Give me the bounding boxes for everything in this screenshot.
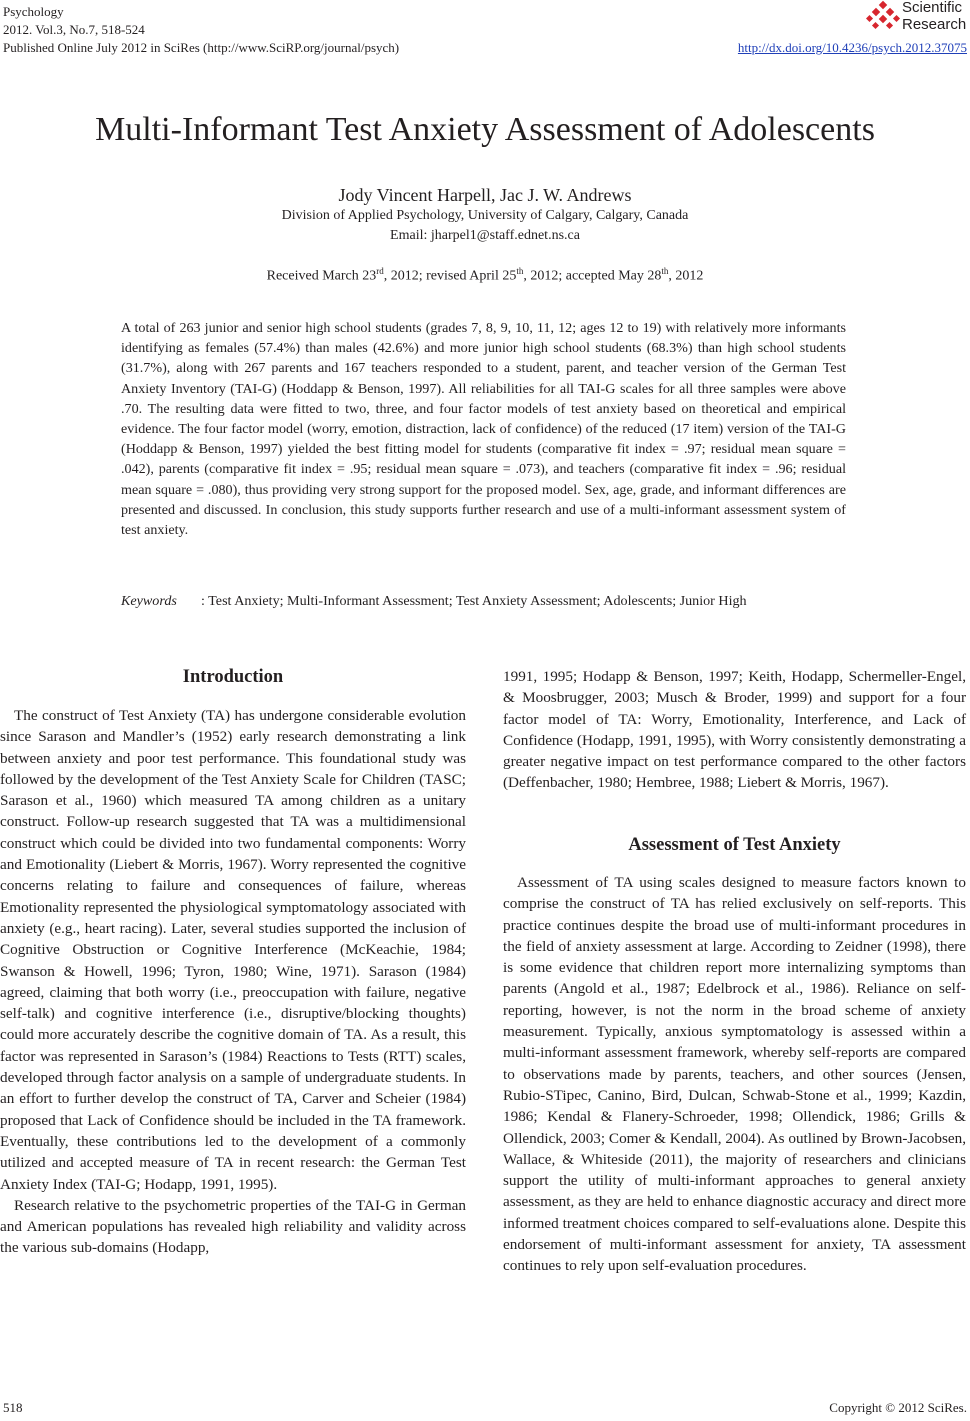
article-dates: Received March 23rd, 2012; revised April 25th, 2012; accepted May 28th, 2012 <box>266 266 704 284</box>
paper-title: Multi-Informant Test Anxiety Assessment of Adolescents <box>95 111 875 148</box>
accepted-date: , 2012; accepted May 28 <box>523 268 662 284</box>
assessment-body <box>503 872 966 1277</box>
doi-link[interactable]: http://dx.doi.org/10.4236/psych.2012.37075 <box>737 40 967 55</box>
page-number: 518 <box>3 1400 23 1415</box>
section-heading-assessment: Assessment of Test Anxiety <box>628 835 841 855</box>
paragraph: The construct of Test Anxiety (TA) has undergone considerable evolution since Sarason and Mandler’s (1952) early research demonstrating a link between anxiety and poor test performance. This foundational study was followed by the development of the Test Anxiety Scale for Children (TASC; Sarason et al., 1960) which measured TA among children as a unitary construct. Follow-up research suggested that TA was a multidimensional construct which could be divided into two fundamental components: Worry and Emotionality (Liebert & Morris, 1967). Worry represented the cognitive concerns relating to failure and consequences of failure, whereas Emotionality represented the physiological symptomatology associated with anxiety (e.g., heart racing). Later, several studies supported the inclusion of Cognitive Obstruction or Cognitive Interference (McKeachie, 1984; Swanson & Howell, 1996; Tyron, 1980; Wine, 1971). Sarason (1984) agreed, claiming that both worry (i.e., preoccupation with failure, negative self-talk) and cognitive interference (i.e., disruptive/blocking thoughts) could more accurately describe the cognitive domain of TA. As a result, this factor was represented in Sarason’s (1984) Reactions to Tests (RTT) scales, developed through factor analysis on a sample of undergraduate students. In an effort to further develop the construct of TA, Carver and Scheier (1984) proposed that Lack of Confidence should be included in the TA framework. Eventually, these contributions led to the development of a commonly utilized and accepted measure of TA in recent research: the German Test Anxiety Index (TAI-G; Hodapp, 1991, 1995). <box>0 707 466 1193</box>
scientific-research-logo <box>866 0 970 40</box>
scirp-logo-icon <box>866 0 902 34</box>
publication-info: Published Online July 2012 in SciRes (http://www.SciRP.org/journal/psych) <box>3 40 400 55</box>
logo-line-2: Research <box>902 16 967 33</box>
received-date: Received March 23 <box>266 268 377 284</box>
keywords-label: Keywords <box>121 593 177 609</box>
abstract: A total of 263 junior and senior high school students (grades 7, 8, 9, 10, 11, 12; ages 12 to 19) with relatively more informants identifying as females (57.4%) than males (42.6%) and more junior high school students (68.3%) than high school students (31.7%), along with 267 parents and 167 teachers responded to a student, parent, and teacher version of the German Test Anxiety Inventory (TAI-G) (Hoddapp & Benson, 1997). All reliabilities for all TAI-G scales for all three samples were above .70. The resulting data were fitted to two, three, and four factor models of test anxiety based on theoretical and empirical evidence. The four factor model (worry, emotion, distraction, lack of confidence) of the reduced (17 item) version of the TAI-G (Hoddapp & Benson, 1997) yielded the best fitting model for students (comparative fit index = .97; residual mean square = .042), parents (comparative fit index = .95; residual mean square = .073), and teachers (comparative fit index = .96; residual mean square = .080), thus providing very strong support for the proposed model. Sex, age, grade, and informant differences are presented and discussed. In conclusion, this study supports further research and use of a multi-informant assessment system of test anxiety. <box>121 320 846 539</box>
journal-name: Psychology <box>3 4 64 19</box>
logo-line-1: Scientific <box>902 0 963 16</box>
introduction-body <box>0 705 466 1259</box>
copyright: Copyright © 2012 SciRes. <box>829 1400 967 1415</box>
revised-date: , 2012; revised April 25 <box>383 268 517 284</box>
volume-info: 2012. Vol.3, No.7, 518-524 <box>3 22 145 37</box>
paragraph: Assessment of TA using scales designed to measure factors known to comprise the construct of TA has relied exclusively on self-reports. This practice continues despite the broad use of multi-informant procedures in the field of anxiety assessment at large. According to Zeidner (1998), there is some evidence that children report more internalizing symptoms than parents (Angold et al., 1987; Edelbrock et al., 1986). Reliance on self-reporting, however, is not the norm in the broad scheme of anxiety measurement. Typically, anxious symptomatology is assessed within a multi-informant assessment framework, whereby self-reports are compared to observations made by parents, teachers, and other sources (Jensen, Rubio-STipec, Canino, Bird, Dulcan, Schwab-Stone et al., 1999; Kazdin, 1986; Kendal & Flanery-Schroeder, 1998; Ollendick, 1986; Grills & Ollendick, 2003; Comer & Kendall, 2004). As outlined by Brown-Jacobsen, Wallace, & Whiteside (2011), the majority of researchers and clinicians support the utility of multi-informant approaches to general anxiety assessment, as they are held to enhance diagnostic accuracy and direct more informed treatment choices compared to self-evaluations alone. Despite this endorsement of multi-informant assessment for anxiety, TA assessment continues to rely upon self-evaluation procedures. <box>503 874 966 1275</box>
author-email: Email: jharpel1@staff.ednet.ns.ca <box>390 228 580 243</box>
keywords: : Test Anxiety; Multi-Informant Assessment; Test Anxiety Assessment; Adolescents; Junior High <box>201 593 747 609</box>
authors: Jody Vincent Harpell, Jac J. W. Andrews <box>338 185 632 205</box>
paragraph: 1991, 1995; Hodapp & Benson, 1997; Keith, Hodapp, Schermeller-Engel, & Moosbrugger, 2003; Musch & Broder, 1999) and support for a four factor model of TA: Worry, Emotionality, Interference, and Lack of Confidence (Hodapp, 1991, 1995), with Worry consistently demonstrating a greater negative impact on test performance compared to the other factors (Deffenbacher, 1980; Hembree, 1988; Liebert & Morris, 1967). <box>503 668 966 792</box>
affiliation: Division of Applied Psychology, University of Calgary, Calgary, Canada <box>281 208 689 223</box>
introduction-continued <box>503 666 966 794</box>
paragraph: Research relative to the psychometric properties of the TAI-G in German and American populations has revealed high reliability and validity across the various sub-domains (Hodapp, <box>0 1196 466 1257</box>
logo-text <box>902 0 966 33</box>
section-heading-introduction: Introduction <box>182 667 284 687</box>
